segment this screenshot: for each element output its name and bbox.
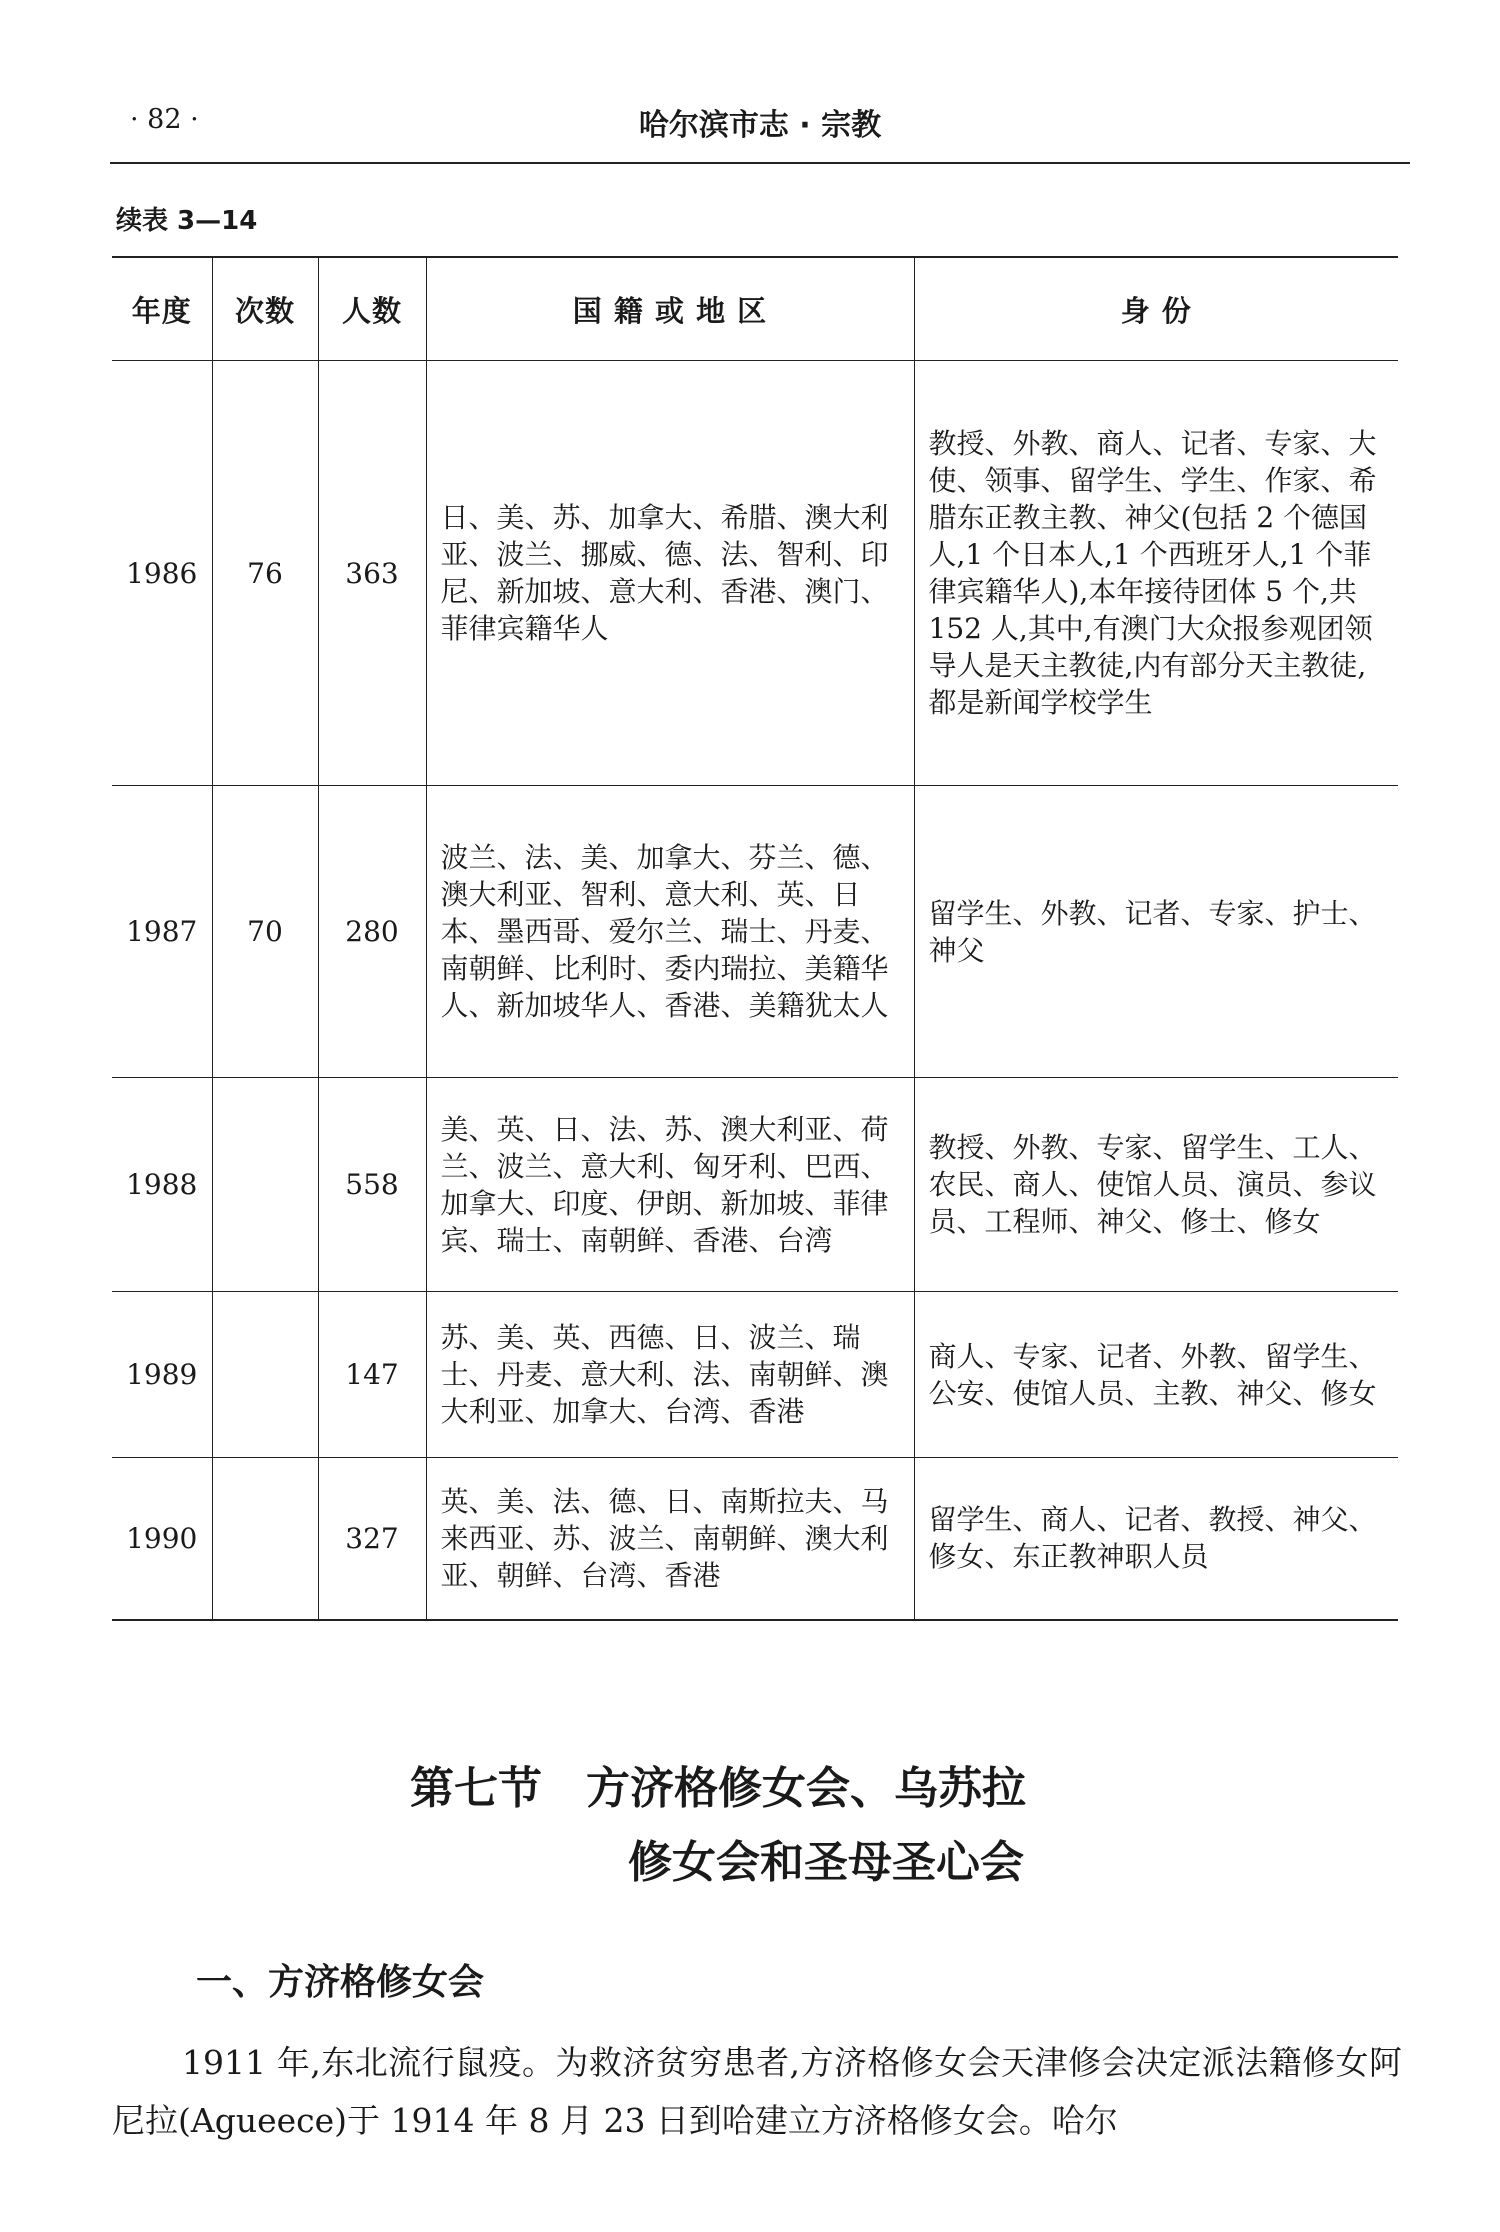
body-paragraph: 1911 年,东北流行鼠疫。为救济贫穷患者,方济格修女会天津修会决定派法籍修女阿尼拉(Agueece)于 1914 年 8 月 23 日到哈建立方济格修女会。哈尔 [112, 2043, 1402, 2140]
cell-identity: 留学生、外教、记者、专家、护士、神父 [914, 786, 1398, 1078]
table-row [112, 361, 1398, 786]
cell-times [212, 1078, 318, 1292]
cell-times [212, 1292, 318, 1458]
cell-nationality: 美、英、日、法、苏、澳大利亚、荷兰、波兰、意大利、匈牙利、巴西、加拿大、印度、伊朗、新加坡、菲律宾、瑞士、南朝鲜、香港、台湾 [426, 1078, 914, 1292]
section-title [410, 1752, 1026, 1900]
cell-people: 558 [318, 1078, 426, 1292]
cell-nationality: 苏、美、英、西德、日、波兰、瑞士、丹麦、意大利、法、南朝鲜、澳大利亚、加拿大、台湾、香港 [426, 1292, 914, 1458]
section-title-line1: 第七节 方济格修女会、乌苏拉 [410, 1763, 1026, 1814]
column-header-nationality: 国 籍 或 地 区 [426, 257, 914, 361]
cell-year: 1989 [112, 1292, 212, 1458]
table-row [112, 1458, 1398, 1620]
cell-people: 363 [318, 361, 426, 786]
cell-year: 1987 [112, 786, 212, 1078]
column-header-identity: 身 份 [914, 257, 1398, 361]
cell-times: 76 [212, 361, 318, 786]
cell-nationality: 日、美、苏、加拿大、希腊、澳大利亚、波兰、挪威、德、法、智利、印尼、新加坡、意大利、香港、澳门、菲律宾籍华人 [426, 361, 914, 786]
visitor-table [112, 256, 1398, 1621]
header-rule [110, 162, 1410, 164]
cell-people: 147 [318, 1292, 426, 1458]
table-header-row [112, 257, 1398, 361]
table-row [112, 1292, 1398, 1458]
cell-people: 280 [318, 786, 426, 1078]
cell-identity: 留学生、商人、记者、教授、神父、修女、东正教神职人员 [914, 1458, 1398, 1620]
book-title: 哈尔滨市志 · 宗教 [638, 108, 882, 143]
table-caption: 续表 3—14 [116, 206, 258, 236]
running-head [110, 96, 1410, 158]
cell-year: 1986 [112, 361, 212, 786]
cell-year: 1988 [112, 1078, 212, 1292]
table-row [112, 786, 1398, 1078]
subsection-heading: 一、方济格修女会 [196, 1962, 485, 2003]
column-header-year: 年度 [112, 257, 212, 361]
cell-identity: 教授、外教、专家、留学生、工人、农民、商人、使馆人员、演员、参议员、工程师、神父、修士、修女 [914, 1078, 1398, 1292]
cell-people: 327 [318, 1458, 426, 1620]
cell-identity: 教授、外教、商人、记者、专家、大使、领事、留学生、学生、作家、希腊东正教主教、神父(包括 2 个德国人,1 个日本人,1 个西班牙人,1 个菲律宾籍华人),本年接待团体 5 个,共 152 人,其中,有澳门大众报参观团领导人是天主教徒,内有部分天主教徒,都是新闻学校学生 [914, 361, 1398, 786]
cell-times: 70 [212, 786, 318, 1078]
cell-year: 1990 [112, 1458, 212, 1620]
table-row [112, 1078, 1398, 1292]
cell-identity: 商人、专家、记者、外教、留学生、公安、使馆人员、主教、神父、修女 [914, 1292, 1398, 1458]
column-header-people: 人数 [318, 257, 426, 361]
cell-nationality: 英、美、法、德、日、南斯拉夫、马来西亚、苏、波兰、南朝鲜、澳大利亚、朝鲜、台湾、香港 [426, 1458, 914, 1620]
cell-times [212, 1458, 318, 1620]
column-header-times: 次数 [212, 257, 318, 361]
page-number: · 82 · [130, 104, 199, 135]
cell-nationality: 波兰、法、美、加拿大、芬兰、德、澳大利亚、智利、意大利、英、日本、墨西哥、爱尔兰、瑞士、丹麦、南朝鲜、比利时、委内瑞拉、美籍华人、新加坡华人、香港、美籍犹太人 [426, 786, 914, 1078]
section-title-line2: 修女会和圣母圣心会 [628, 1837, 1024, 1888]
